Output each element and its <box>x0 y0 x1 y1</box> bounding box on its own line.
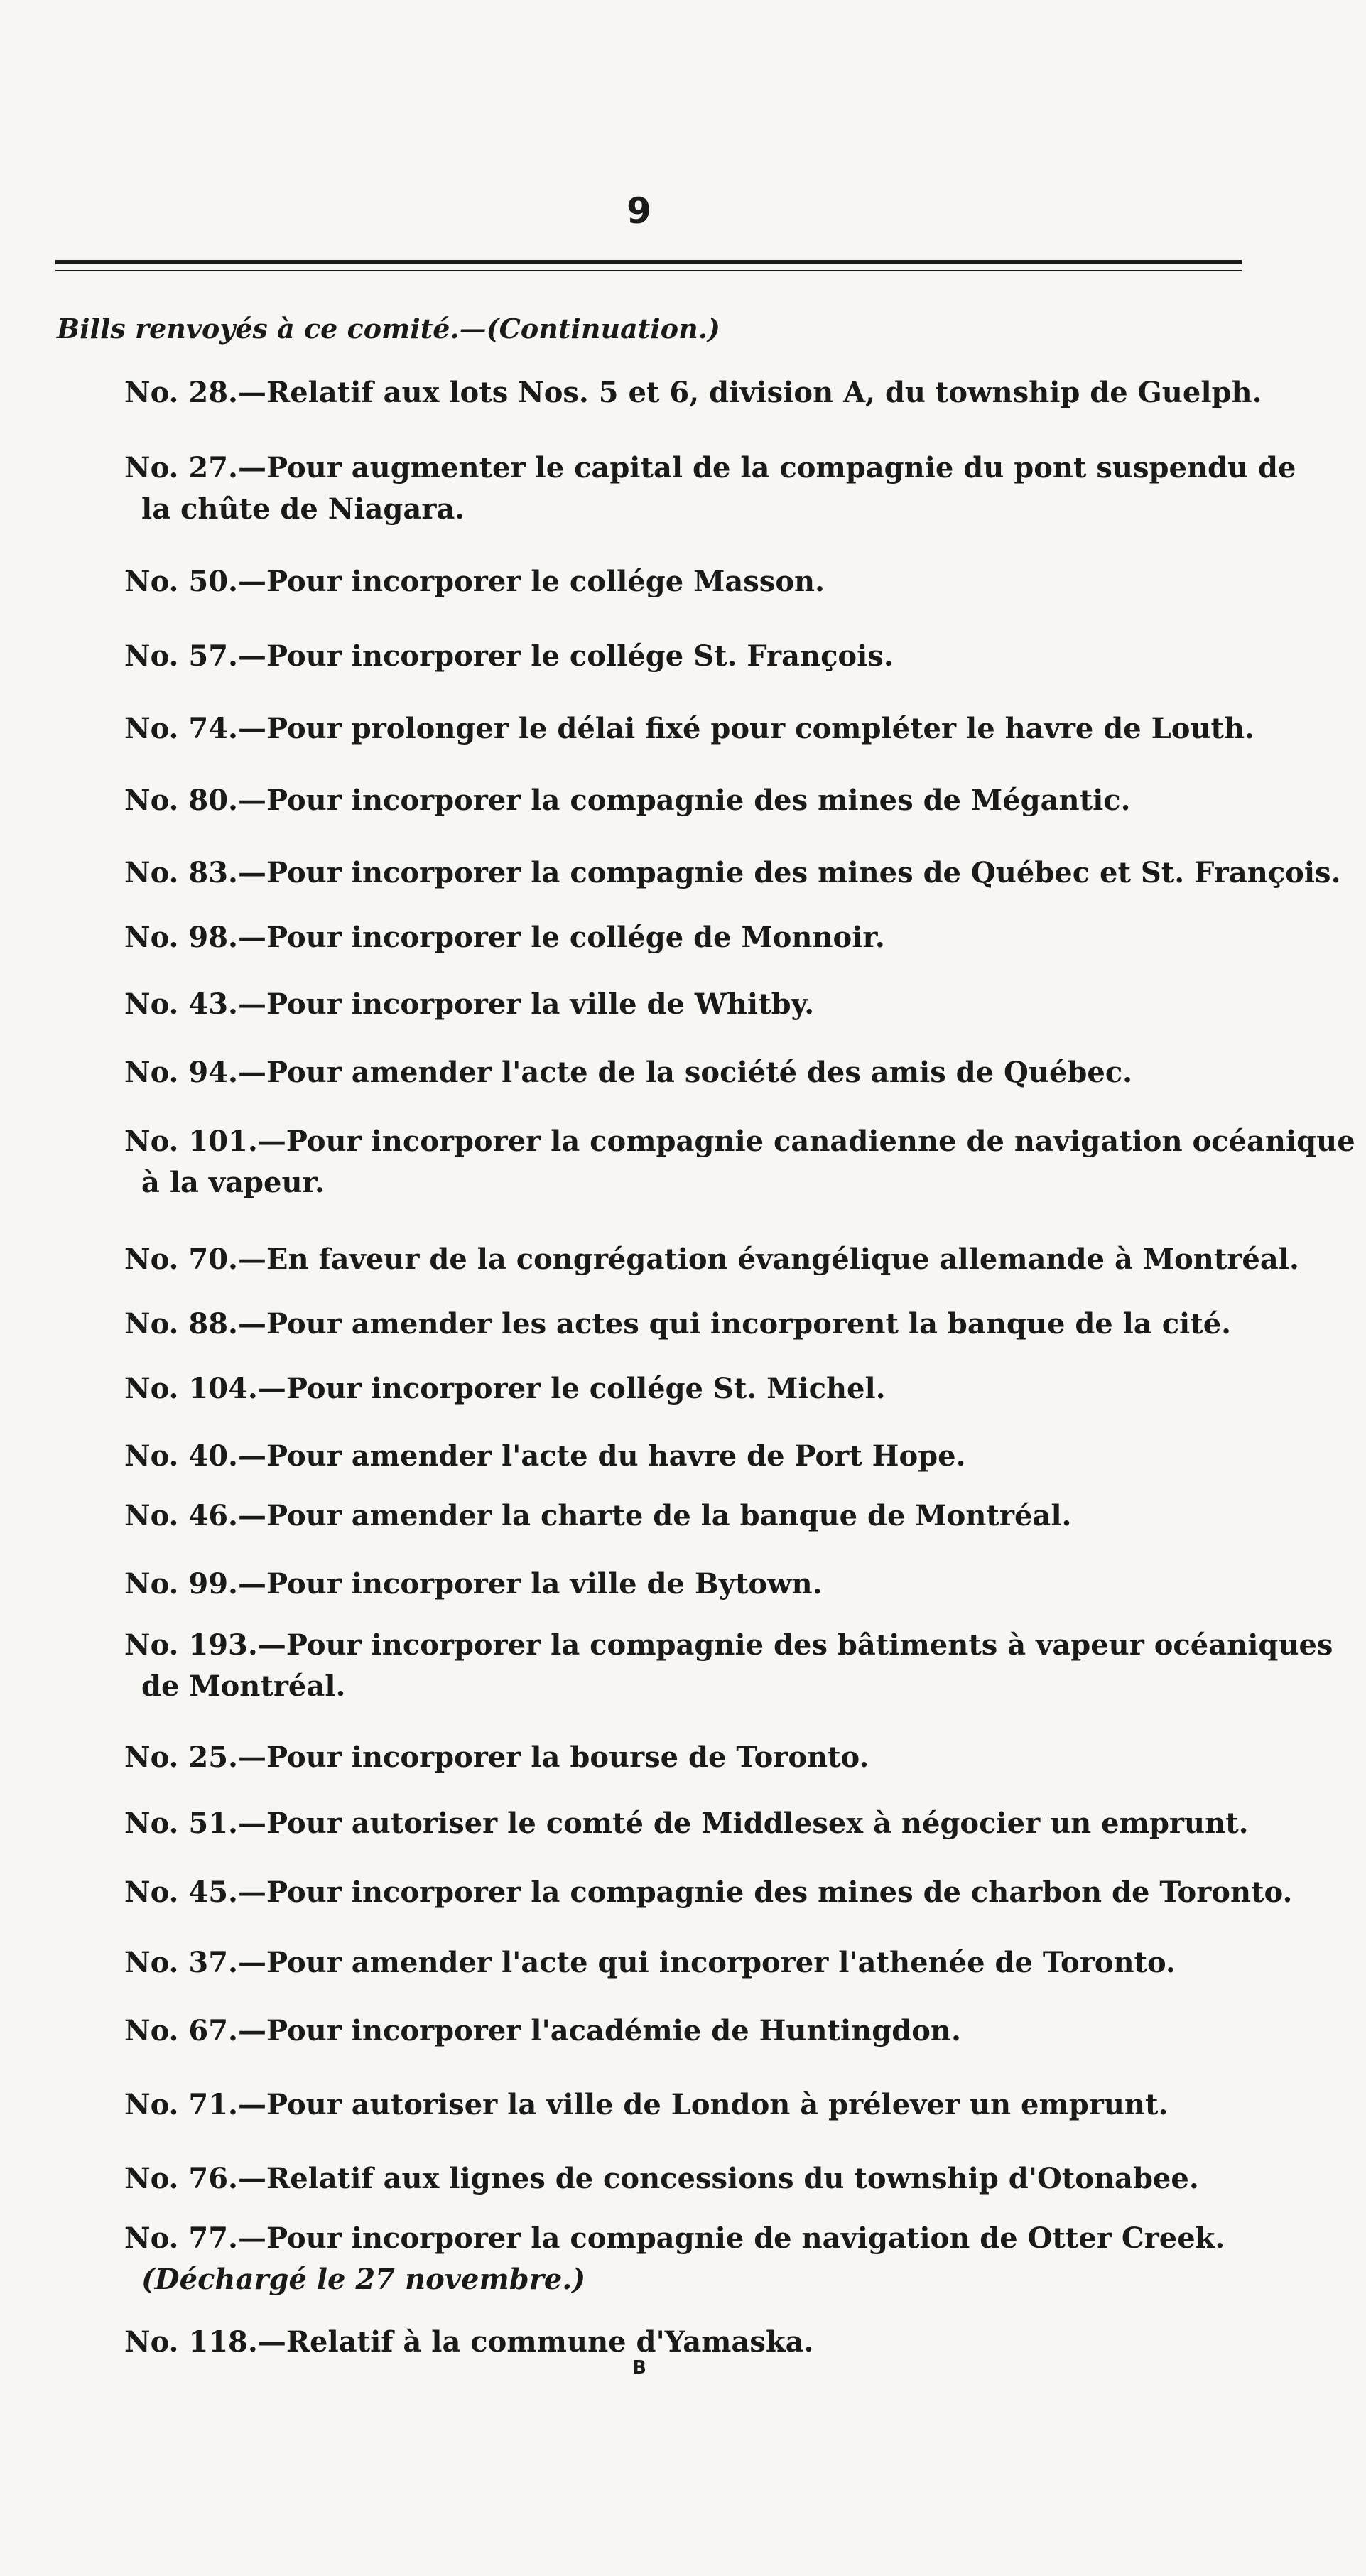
bill-entry <box>124 561 1232 602</box>
bill-entry <box>124 636 1232 677</box>
bill-entry-note: (Déchargé le 27 novembre.) <box>141 2263 586 2296</box>
bill-entry-line: No. 67.—Pour incorporer l'académie de Huntingdon. <box>124 2014 961 2047</box>
bill-entry <box>124 1436 1232 1477</box>
header-rule-thin <box>55 270 1242 271</box>
section-heading-text: Bills renvoyés à ce comité.— <box>57 313 487 345</box>
bill-entry-line: No. 50.—Pour incorporer le collége Masson. <box>124 565 825 598</box>
bill-entry-line: No. 193.—Pour incorporer la compagnie des bâtiments à vapeur océaniques <box>124 1628 1333 1662</box>
bill-entry-line: No. 71.—Pour autoriser la ville de London à prélever un emprunt. <box>124 2088 1169 2121</box>
bill-entry-line: No. 70.—En faveur de la congrégation évangélique allemande à Montréal. <box>124 1243 1299 1276</box>
bill-entry <box>124 1942 1232 1984</box>
bill-entry <box>124 917 1232 958</box>
bill-entry-line: No. 37.—Pour amender l'acte qui incorporer l'athenée de Toronto. <box>124 1946 1176 1979</box>
bill-entry <box>124 1304 1232 1345</box>
bill-entry-line: No. 94.—Pour amender l'acte de la société des amis de Québec. <box>124 1056 1133 1089</box>
bill-entry-continuation: la chûte de Niagara. <box>141 492 465 526</box>
bill-entry <box>124 780 1232 821</box>
bill-entry <box>124 853 1341 894</box>
bill-entry-line: No. 101.—Pour incorporer la compagnie canadienne de navigation océanique <box>124 1125 1355 1158</box>
bill-entry-line: No. 80.—Pour incorporer la compagnie des mines de Mégantic. <box>124 784 1131 817</box>
bill-entry <box>124 372 1262 413</box>
bill-entry <box>124 2084 1232 2126</box>
bill-entry-line: No. 27.—Pour augmenter le capital de la compagnie du pont suspendu de <box>124 451 1296 485</box>
bill-entry <box>124 708 1254 749</box>
bill-entry-line: No. 88.—Pour amender les actes qui incorporent la banque de la cité. <box>124 1307 1232 1341</box>
bill-entry <box>124 1495 1232 1537</box>
bill-entry-line: No. 43.—Pour incorporer la ville de Whitby. <box>124 987 815 1021</box>
bill-entry-line: No. 99.—Pour incorporer la ville de Bytown. <box>124 1567 823 1601</box>
bill-entry-continuation: à la vapeur. <box>141 1166 325 1199</box>
signature-mark: B <box>632 2357 646 2379</box>
bill-entry-line: No. 98.—Pour incorporer le collége de Monnoir. <box>124 921 885 954</box>
bill-entry <box>124 1803 1249 1844</box>
bill-entry <box>124 2011 1232 2052</box>
bill-entry-line: No. 57.—Pour incorporer le collége St. François. <box>124 639 894 673</box>
bill-entry <box>124 984 1232 1025</box>
bill-entry <box>124 448 1296 530</box>
bill-entry <box>124 2158 1232 2199</box>
header-rule-thick <box>55 260 1242 264</box>
bill-entry-line: No. 83.—Pour incorporer la compagnie des mines de Québec et St. François. <box>124 856 1341 889</box>
bill-entry <box>124 1872 1293 1913</box>
bill-entry-line: No. 74.—Pour prolonger le délai fixé pour compléter le havre de Louth. <box>124 712 1254 745</box>
bill-entry-line: No. 104.—Pour incorporer le collége St. Michel. <box>124 1372 886 1405</box>
bill-entry-line: No. 76.—Relatif aux lignes de concessions du township d'Otonabee. <box>124 2162 1199 2195</box>
bill-entry-line: No. 45.—Pour incorporer la compagnie des mines de charbon de Toronto. <box>124 1876 1293 1909</box>
bill-entry-line: No. 77.—Pour incorporer la compagnie de navigation de Otter Creek. <box>124 2221 1225 2255</box>
bill-entry <box>124 1121 1355 1203</box>
bill-entry-line: No. 118.—Relatif à la commune d'Yamaska. <box>124 2325 814 2359</box>
section-heading <box>57 313 720 345</box>
bill-entry-continuation: de Montréal. <box>141 1669 346 1703</box>
bill-entry-line: No. 25.—Pour incorporer la bourse de Toronto. <box>124 1741 869 1774</box>
bill-entry <box>124 1625 1333 1707</box>
bill-entry-line: No. 51.—Pour autoriser le comté de Middlesex à négocier un emprunt. <box>124 1807 1249 1840</box>
bill-entry <box>124 1052 1232 1093</box>
bill-entry <box>124 2218 1232 2300</box>
bill-entry <box>124 1368 1232 1409</box>
bill-entry-line: No. 46.—Pour amender la charte de la banque de Montréal. <box>124 1499 1072 1532</box>
bill-entry <box>124 1239 1299 1280</box>
bill-entry-line: No. 28.—Relatif aux lots Nos. 5 et 6, division A, du township de Guelph. <box>124 376 1262 409</box>
section-heading-continuation: (Continuation.) <box>486 313 720 345</box>
page-number: 9 <box>627 190 652 232</box>
bill-entry <box>124 1737 1232 1778</box>
bill-entry-line: No. 40.—Pour amender l'acte du havre de Port Hope. <box>124 1439 966 1473</box>
bill-entry <box>124 1564 1232 1605</box>
